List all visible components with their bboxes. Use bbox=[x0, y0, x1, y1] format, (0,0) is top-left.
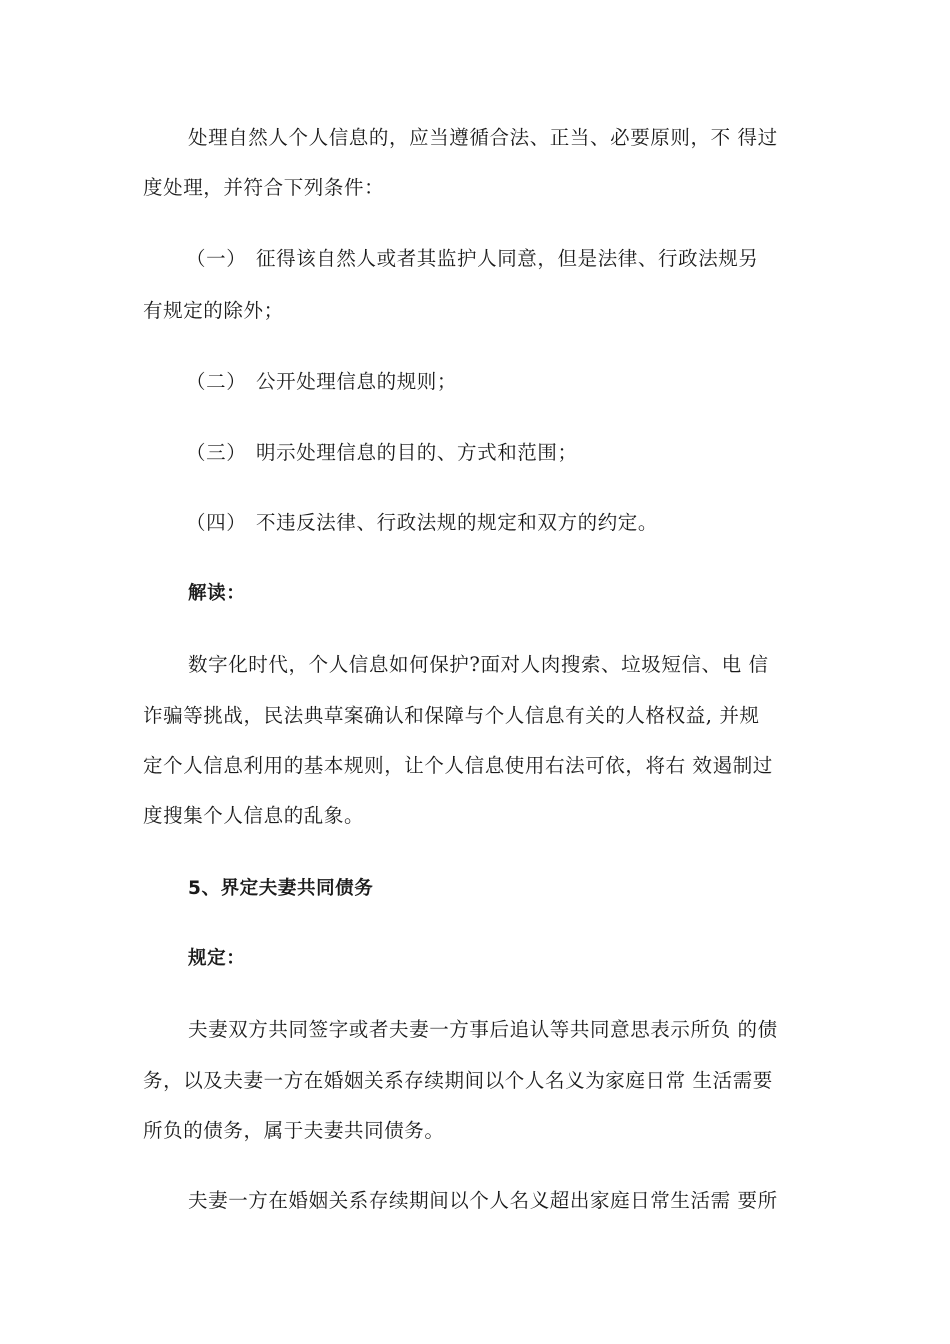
section-title: 5、界定夫妻共同债务 bbox=[188, 878, 374, 899]
condition-text: 不违反法律、行政法规的规定和双方的约定。 bbox=[256, 511, 659, 534]
interpretation-heading: 解读： bbox=[188, 583, 246, 604]
interpretation-line: 诈骗等挑战，民法典草案确认和保障与个人信息有关的人格权益, 并规 bbox=[143, 704, 760, 727]
condition-item-1 bbox=[186, 245, 856, 273]
rule-paragraph-line: 所负的债务，属于夫妻共同债务。 bbox=[143, 1119, 445, 1142]
interpretation-line: 定个人信息利用的基本规则，让个人信息使用右法可依，将右 效遏制过 bbox=[143, 754, 773, 777]
condition-marker: （一） bbox=[186, 247, 247, 270]
condition-item-2 bbox=[186, 368, 856, 396]
rule-paragraph-line: 务，以及夫妻一方在婚姻关系存续期间以个人名义为家庭日常 生活需要 bbox=[143, 1069, 773, 1092]
condition-marker: （三） bbox=[186, 441, 247, 464]
condition-item-4 bbox=[186, 509, 856, 537]
condition-marker: （二） bbox=[186, 370, 247, 393]
condition-text: 公开处理信息的规则； bbox=[256, 370, 458, 393]
interpretation-line: 数字化时代，个人信息如何保护?面对人肉搜索、垃圾短信、电 信 bbox=[188, 653, 769, 676]
condition-item-3 bbox=[186, 439, 856, 467]
rule-paragraph-line: 夫妻一方在婚姻关系存续期间以个人名义超出家庭日常生活需 要所 bbox=[188, 1189, 778, 1212]
interpretation-line: 度搜集个人信息的乱象。 bbox=[143, 804, 365, 827]
condition-text: 明示处理信息的目的、方式和范围； bbox=[256, 441, 578, 464]
rule-heading: 规定： bbox=[188, 948, 246, 969]
condition-continuation: 有规定的除外； bbox=[143, 299, 284, 322]
paragraph-line: 度处理，并符合下列条件： bbox=[143, 176, 385, 199]
condition-text: 征得该自然人或者其监护人同意，但是法律、行政法规另 bbox=[256, 247, 759, 270]
rule-paragraph-line: 夫妻双方共同签字或者夫妻一方事后追认等共同意思表示所负 的债 bbox=[188, 1018, 778, 1041]
paragraph-line: 处理自然人个人信息的，应当遵循合法、正当、必要原则，不 得过 bbox=[188, 126, 778, 149]
condition-marker: （四） bbox=[186, 511, 247, 534]
